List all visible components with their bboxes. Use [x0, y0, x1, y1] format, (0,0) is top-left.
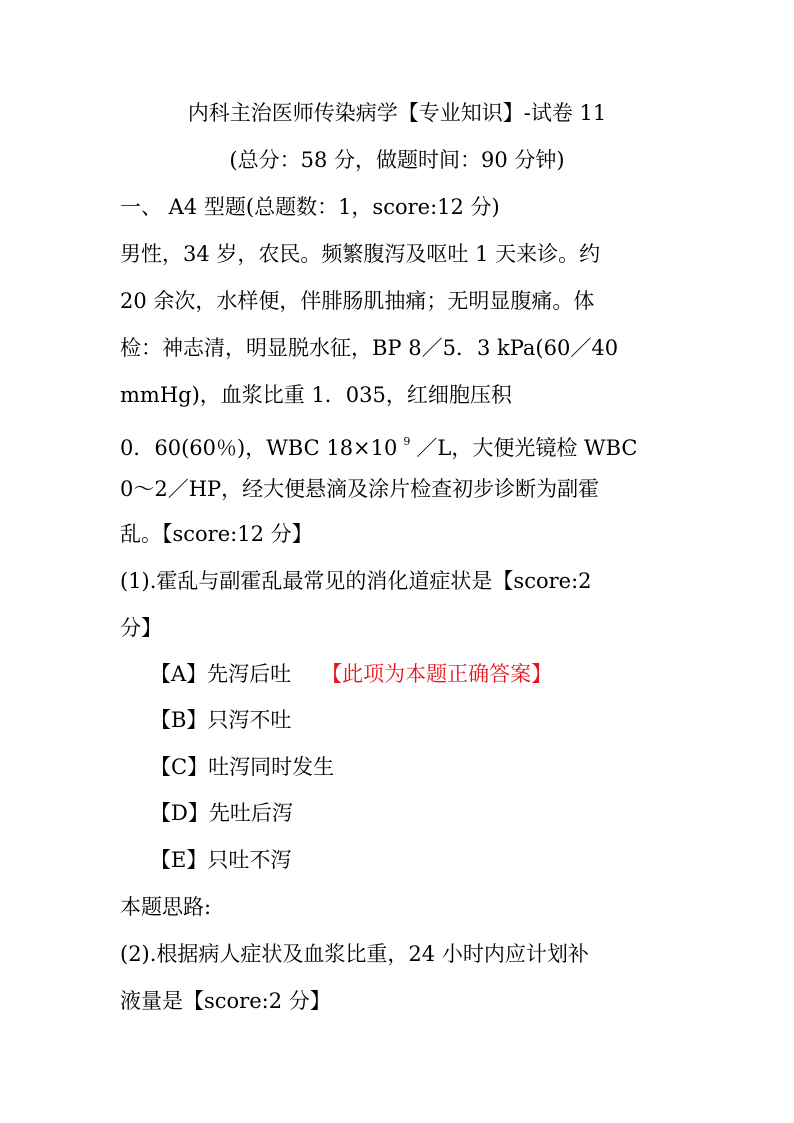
case-line: 0～2／HP，经大便悬滴及涂片检查初步诊断为副霍 [120, 477, 600, 501]
exam-meta: (总分：58 分，做题时间：90 分钟) [229, 148, 565, 172]
option-d: 【D】先吐后泻 [150, 801, 293, 825]
case-line: 20 余次，水样便，伴腓肠肌抽痛；无明显腹痛。体 [120, 289, 595, 313]
option-label: 【A】先泻后吐 [150, 662, 292, 686]
case-line: 检：神志清，明显脱水征，BP 8／5．3 kPa(60／40 [120, 336, 619, 360]
document-title: 内科主治医师传染病学【专业知识】-试卷 11 [187, 101, 607, 125]
case-line: 男性，34 岁，农民。频繁腹泻及呕吐 1 天来诊。约 [120, 242, 601, 266]
case-line: mmHg)，血浆比重 1．035，红细胞压积 [120, 383, 512, 407]
case-line-part: ／L，大便光镜检 WBC [416, 436, 638, 460]
analysis-label: 本题思路: [120, 895, 212, 919]
option-c: 【C】吐泻同时发生 [150, 755, 335, 779]
question-2-stem: 液量是【score:2 分】 [120, 989, 331, 1013]
case-line: 乱。【score:12 分】 [120, 522, 313, 546]
option-b: 【B】只泻不吐 [150, 708, 292, 732]
case-line-part: 0．60(60％)，WBC 18×10 [120, 436, 398, 460]
option-e: 【E】只吐不泻 [150, 848, 292, 872]
section-heading: 一、 A4 型题(总题数：1，score:12 分) [120, 195, 500, 219]
exponent: 9 [403, 435, 411, 448]
case-line [120, 430, 638, 460]
correct-answer-mark: 【此项为本题正确答案】 [321, 662, 553, 686]
option-a [150, 662, 552, 686]
question-1-stem: (1).霍乱与副霍乱最常见的消化道症状是【score:2 [120, 569, 592, 593]
question-1-stem: 分】 [120, 616, 162, 640]
question-2-stem: (2).根据病人症状及血浆比重，24 小时内应计划补 [120, 942, 589, 966]
